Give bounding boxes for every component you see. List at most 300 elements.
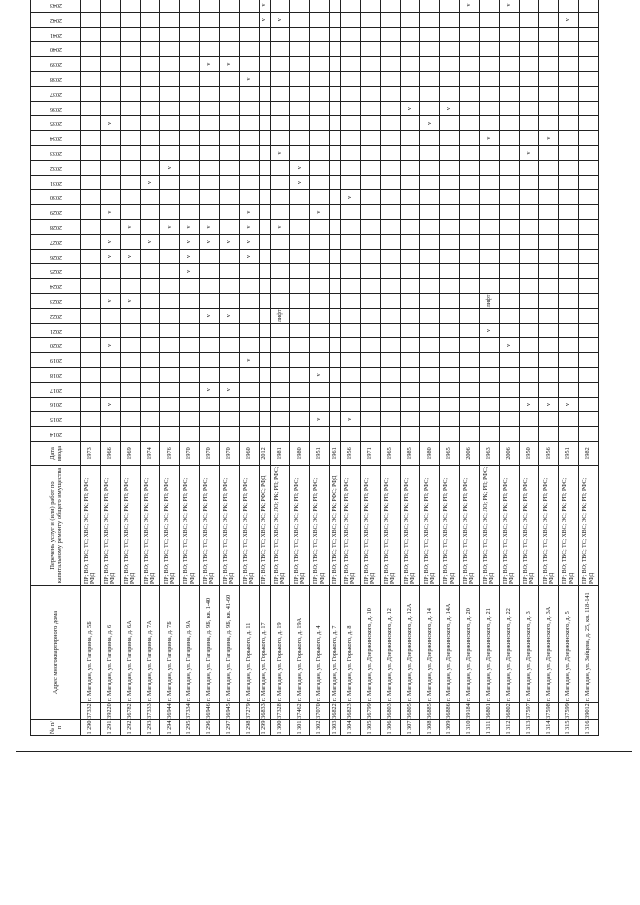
year-header-label: 2025 [49, 268, 62, 275]
year-mark-cell: v [239, 205, 259, 220]
year-mark-cell [579, 264, 599, 279]
year-mark-cell [380, 338, 400, 353]
year-mark-cell [310, 0, 330, 12]
year-mark-cell [290, 220, 310, 235]
row-address: г. Магадан, ул. Дзержинского, д. 3 [519, 585, 539, 702]
header-address: Адрес многоквартирного дома [31, 585, 81, 719]
year-mark-cell [239, 323, 259, 338]
year-mark-cell [519, 57, 539, 72]
year-mark-cell [330, 72, 341, 87]
year-mark-cell [499, 368, 519, 383]
year-mark-cell [539, 0, 559, 12]
year-mark-cell [140, 86, 160, 101]
year-mark-cell [140, 294, 160, 309]
year-mark-cell [120, 86, 140, 101]
year-mark-cell [140, 146, 160, 161]
year-header-label: 2027 [49, 238, 62, 245]
year-mark-cell [270, 338, 290, 353]
year-mark-cell [160, 116, 180, 131]
year-mark-cell [460, 131, 480, 146]
year-mark-cell [400, 234, 420, 249]
year-mark-cell [160, 205, 180, 220]
year-mark-cell [120, 397, 140, 412]
row-year: 1956 [341, 441, 361, 465]
year-mark-cell [559, 220, 579, 235]
year-mark-cell [310, 12, 330, 27]
year-mark-cell [341, 427, 361, 442]
year-mark-cell [360, 323, 380, 338]
year-mark-cell [200, 190, 220, 205]
year-mark-cell [310, 116, 330, 131]
header-number: № п/п [31, 720, 81, 736]
year-mark-cell [479, 0, 499, 12]
year-mark-cell [239, 160, 259, 175]
year-mark-cell [120, 131, 140, 146]
year-mark-cell [460, 353, 480, 368]
year-mark-cell [539, 72, 559, 87]
year-mark-cell [270, 27, 290, 42]
year-mark-cell [270, 205, 290, 220]
year-mark-cell [420, 294, 440, 309]
table-row [200, 0, 220, 736]
year-mark-cell [360, 234, 380, 249]
year-mark-cell [290, 382, 310, 397]
row-services: ПР; ВО; ТВС; ТС; ХВС; ЭС; РК; РП; РФС; РФД [140, 465, 160, 585]
year-mark-cell [219, 279, 239, 294]
year-mark-cell [440, 427, 460, 442]
year-mark-cell [270, 323, 290, 338]
year-mark-cell: v [290, 175, 310, 190]
year-header [31, 116, 81, 131]
year-mark-cell [479, 368, 499, 383]
year-mark-cell [579, 160, 599, 175]
year-mark-cell [380, 175, 400, 190]
year-mark-cell [519, 308, 539, 323]
row-number: 1 302 [310, 720, 330, 736]
year-mark-cell [341, 220, 361, 235]
year-mark-cell [420, 249, 440, 264]
year-header [31, 57, 81, 72]
year-mark-cell [330, 308, 341, 323]
year-mark-cell [400, 12, 420, 27]
year-header-label: 2024 [49, 283, 62, 290]
year-mark-cell [460, 101, 480, 116]
year-mark-cell [380, 160, 400, 175]
year-mark-cell [440, 42, 460, 57]
year-mark-cell [200, 205, 220, 220]
row-code: 37598 [539, 703, 559, 720]
row-number: 1 296 [200, 720, 220, 736]
row-address: г. Магадан, ул. Горького, д. 19 [270, 585, 290, 702]
year-mark-cell [519, 72, 539, 87]
row-code: 36945 [219, 703, 239, 720]
row-address: г. Магадан, ул. Гагарина, д. 6А [120, 585, 140, 702]
row-number: 1 314 [539, 720, 559, 736]
year-mark-cell [559, 412, 579, 427]
year-mark-cell [499, 279, 519, 294]
year-mark-cell [120, 279, 140, 294]
year-mark-cell [239, 27, 259, 42]
year-mark-cell [219, 160, 239, 175]
row-number: 1 315 [559, 720, 579, 736]
year-mark-cell [519, 323, 539, 338]
table-row [219, 0, 239, 736]
year-mark-cell [81, 101, 101, 116]
year-header [31, 146, 81, 161]
row-services: ПР; ВО; ТВС; ТС; ХВС; ЭС; РК; РП; РФС; РФД [499, 465, 519, 585]
year-mark-cell [539, 27, 559, 42]
year-mark-cell [100, 382, 120, 397]
year-mark-cell [479, 101, 499, 116]
year-mark-cell [239, 412, 259, 427]
year-mark-cell [539, 57, 559, 72]
row-code: 36885 [420, 703, 440, 720]
year-mark-cell [310, 42, 330, 57]
year-mark-cell [180, 338, 200, 353]
year-mark-cell [420, 353, 440, 368]
row-number: 1 301 [290, 720, 310, 736]
row-address: г. Магадан, ул. Гагарина, д. 7Б [160, 585, 180, 702]
year-mark-cell: v [259, 12, 270, 27]
year-mark-cell [440, 131, 460, 146]
year-mark-cell [539, 308, 559, 323]
row-services: ПР; ВО; ТВС; ТС; ХВС; ЭС; РК; РП; РФС; РФД [180, 465, 200, 585]
year-mark-cell [239, 427, 259, 442]
year-mark-cell [539, 116, 559, 131]
year-mark-cell [539, 234, 559, 249]
row-services: ПР; ВО; ТВС; ТС; ХВС; ЭС; РК; РП; РФС; РФД [290, 465, 310, 585]
year-mark-cell [239, 382, 259, 397]
year-mark-cell [180, 353, 200, 368]
year-mark-cell [539, 294, 559, 309]
year-mark-cell [140, 220, 160, 235]
year-mark-cell [380, 397, 400, 412]
header-year: Дата ввода [31, 441, 81, 465]
year-mark-cell [81, 72, 101, 87]
year-mark-cell [539, 412, 559, 427]
year-mark-cell [539, 190, 559, 205]
year-header [31, 42, 81, 57]
year-mark-cell [341, 323, 361, 338]
year-header-label: 2026 [49, 253, 62, 260]
year-mark-cell [460, 382, 480, 397]
year-mark-cell [341, 353, 361, 368]
row-code: 37070 [310, 703, 330, 720]
year-mark-cell [479, 175, 499, 190]
year-mark-cell [270, 294, 290, 309]
year-mark-cell: v [100, 338, 120, 353]
row-services: ПР; ВО; ТВС; ТС; ХВС; ЭС; РК; РП; РФС; РФД [239, 465, 259, 585]
year-mark-cell [559, 175, 579, 190]
year-mark-cell [330, 412, 341, 427]
year-mark-cell [81, 220, 101, 235]
year-header-label: 2018 [49, 371, 62, 378]
year-mark-cell [180, 86, 200, 101]
year-header-label: 2037 [49, 90, 62, 97]
year-mark-cell [420, 427, 440, 442]
year-mark-cell [360, 27, 380, 42]
year-mark-cell [341, 160, 361, 175]
year-mark-cell [160, 382, 180, 397]
year-mark-cell [140, 279, 160, 294]
year-mark-cell [160, 308, 180, 323]
table-row [440, 0, 460, 736]
year-mark-cell: v [100, 116, 120, 131]
year-mark-cell [341, 279, 361, 294]
year-header [31, 220, 81, 235]
year-header [31, 12, 81, 27]
year-header-label: 2033 [49, 149, 62, 156]
year-mark-cell [539, 175, 559, 190]
year-mark-cell [420, 205, 440, 220]
year-mark-cell [219, 0, 239, 12]
year-mark-cell: v [259, 0, 270, 12]
row-services: ПР; ВО; ТВС; ТС; ХВС; ЭС; РК; РП; РФС; РФД [519, 465, 539, 585]
year-header-label: 2014 [49, 431, 62, 438]
year-mark-cell [440, 57, 460, 72]
year-mark-cell [160, 234, 180, 249]
year-mark-cell: v [100, 397, 120, 412]
year-mark-cell [330, 279, 341, 294]
year-mark-cell [440, 264, 460, 279]
table-row [100, 0, 120, 736]
year-mark-cell [559, 368, 579, 383]
row-number: 1 306 [380, 720, 400, 736]
year-mark-cell [270, 72, 290, 87]
year-mark-cell [200, 101, 220, 116]
year-mark-cell [519, 412, 539, 427]
row-code: 39220 [100, 703, 120, 720]
year-header-label: 2036 [49, 105, 62, 112]
year-mark-cell [579, 72, 599, 87]
year-mark-cell [380, 86, 400, 101]
year-mark-cell [259, 264, 270, 279]
year-mark-cell [460, 146, 480, 161]
year-mark-cell [219, 116, 239, 131]
year-mark-cell [310, 131, 330, 146]
year-mark-cell [479, 190, 499, 205]
year-mark-cell [519, 101, 539, 116]
year-mark-cell [239, 368, 259, 383]
year-mark-cell [380, 57, 400, 72]
year-mark-cell [479, 382, 499, 397]
year-mark-cell [160, 323, 180, 338]
year-mark-cell [479, 234, 499, 249]
year-mark-cell [259, 234, 270, 249]
year-mark-cell [539, 427, 559, 442]
year-mark-cell [120, 368, 140, 383]
year-mark-cell [81, 323, 101, 338]
row-number: 1 298 [239, 720, 259, 736]
year-mark-cell [100, 42, 120, 57]
year-mark-cell [440, 294, 460, 309]
year-header [31, 101, 81, 116]
year-mark-cell [479, 146, 499, 161]
year-mark-cell [81, 308, 101, 323]
year-mark-cell [400, 368, 420, 383]
year-mark-cell [180, 308, 200, 323]
year-mark-cell [140, 338, 160, 353]
year-mark-cell [239, 146, 259, 161]
year-mark-cell [360, 160, 380, 175]
year-mark-cell [200, 175, 220, 190]
year-mark-cell [579, 279, 599, 294]
year-mark-cell [120, 427, 140, 442]
year-mark-cell [579, 323, 599, 338]
year-mark-cell [519, 0, 539, 12]
year-mark-cell [310, 101, 330, 116]
year-mark-cell [100, 323, 120, 338]
year-mark-cell [200, 353, 220, 368]
row-address: г. Магадан, ул. Дзержинского, д. 5 [559, 585, 579, 702]
year-mark-cell [239, 294, 259, 309]
year-mark-cell [400, 220, 420, 235]
year-mark-cell [539, 42, 559, 57]
year-mark-cell [519, 234, 539, 249]
year-mark-cell [140, 368, 160, 383]
row-code: 36799 [360, 703, 380, 720]
year-mark-cell [120, 264, 140, 279]
year-mark-cell [200, 368, 220, 383]
year-mark-cell: v [270, 146, 290, 161]
row-year: 1982 [579, 441, 599, 465]
year-mark-cell [290, 42, 310, 57]
year-mark-cell [160, 368, 180, 383]
year-mark-cell [330, 190, 341, 205]
year-header [31, 234, 81, 249]
year-mark-cell: v [140, 234, 160, 249]
year-mark-cell [219, 131, 239, 146]
year-mark-cell [460, 234, 480, 249]
year-mark-cell [81, 12, 101, 27]
row-number: 1 312 [499, 720, 519, 736]
year-mark-cell [460, 264, 480, 279]
year-mark-cell [400, 175, 420, 190]
year-mark-cell [200, 131, 220, 146]
rotated-table-wrapper [30, 1, 599, 736]
year-mark-cell [120, 72, 140, 87]
year-mark-cell [140, 323, 160, 338]
year-mark-cell [259, 308, 270, 323]
row-address: г. Магадан, ул. Дзержинского, д. 22 [499, 585, 519, 702]
row-number: 1 305 [360, 720, 380, 736]
year-mark-cell [290, 294, 310, 309]
year-mark-cell [460, 42, 480, 57]
year-mark-cell [559, 308, 579, 323]
year-mark-cell [81, 294, 101, 309]
row-year: 1961 [330, 441, 341, 465]
year-mark-cell [539, 264, 559, 279]
year-mark-cell [259, 116, 270, 131]
row-code: 36823 [341, 703, 361, 720]
year-mark-cell [81, 234, 101, 249]
year-mark-cell: v [200, 57, 220, 72]
year-mark-cell [290, 427, 310, 442]
year-mark-cell [460, 338, 480, 353]
year-mark-cell [120, 27, 140, 42]
repair-schedule-table [30, 0, 599, 736]
year-header-label: 2041 [49, 31, 62, 38]
year-mark-cell [219, 294, 239, 309]
row-services: ПР; ВО; ТВС; ТС; ХВС; ЭС; РК; РП; РФС; РФД [380, 465, 400, 585]
year-mark-cell [180, 72, 200, 87]
year-mark-cell [360, 412, 380, 427]
year-mark-cell [420, 234, 440, 249]
year-mark-cell: v [219, 382, 239, 397]
year-mark-cell [559, 234, 579, 249]
year-mark-cell: v [499, 0, 519, 12]
year-mark-cell [380, 427, 400, 442]
year-mark-cell [539, 338, 559, 353]
year-mark-cell: v [219, 57, 239, 72]
year-mark-cell [400, 353, 420, 368]
year-header-label: 2015 [49, 416, 62, 423]
year-mark-cell [400, 116, 420, 131]
year-mark-cell [539, 160, 559, 175]
year-mark-cell [120, 175, 140, 190]
row-year: 1960 [239, 441, 259, 465]
year-mark-cell [310, 86, 330, 101]
year-mark-cell [270, 86, 290, 101]
year-mark-cell [81, 146, 101, 161]
year-mark-cell [380, 382, 400, 397]
year-mark-cell [460, 57, 480, 72]
year-mark-cell [579, 86, 599, 101]
year-mark-cell [341, 57, 361, 72]
row-number: 1 293 [140, 720, 160, 736]
year-mark-cell [180, 0, 200, 12]
header-services: Перечень услуг и (или) работ по капитальному ремонту общего имущества [31, 465, 81, 585]
year-mark-cell [341, 131, 361, 146]
year-mark-cell [310, 57, 330, 72]
year-mark-cell: v [120, 294, 140, 309]
year-mark-cell [180, 27, 200, 42]
year-mark-cell: v [519, 146, 539, 161]
year-mark-cell [330, 353, 341, 368]
year-mark-cell [290, 264, 310, 279]
year-mark-cell [400, 397, 420, 412]
year-mark-cell [420, 27, 440, 42]
row-address: г. Магадан, ул. Дзержинского, д. 12А [400, 585, 420, 702]
year-mark-cell [559, 323, 579, 338]
year-mark-cell [341, 249, 361, 264]
year-mark-cell [341, 264, 361, 279]
year-mark-cell [180, 160, 200, 175]
year-mark-cell [160, 86, 180, 101]
year-mark-cell [180, 116, 200, 131]
year-mark-cell [180, 131, 200, 146]
table-row [341, 0, 361, 736]
year-mark-cell [360, 264, 380, 279]
year-mark-cell: лифт [270, 308, 290, 323]
row-code: 36805 [400, 703, 420, 720]
year-mark-cell [81, 397, 101, 412]
year-mark-cell [219, 249, 239, 264]
year-mark-cell [330, 323, 341, 338]
year-mark-cell: v [341, 190, 361, 205]
year-mark-cell: v [180, 249, 200, 264]
year-mark-cell [81, 338, 101, 353]
year-mark-cell [180, 382, 200, 397]
year-mark-cell [160, 27, 180, 42]
row-services: ПР; ВО; ТВС; ТС; ХВС; ЭС; РК; РП; РФС; РФД [420, 465, 440, 585]
year-mark-cell [499, 101, 519, 116]
table-row [479, 0, 499, 736]
year-mark-cell [290, 57, 310, 72]
year-header [31, 279, 81, 294]
year-mark-cell [519, 12, 539, 27]
row-code: 37328 [270, 703, 290, 720]
